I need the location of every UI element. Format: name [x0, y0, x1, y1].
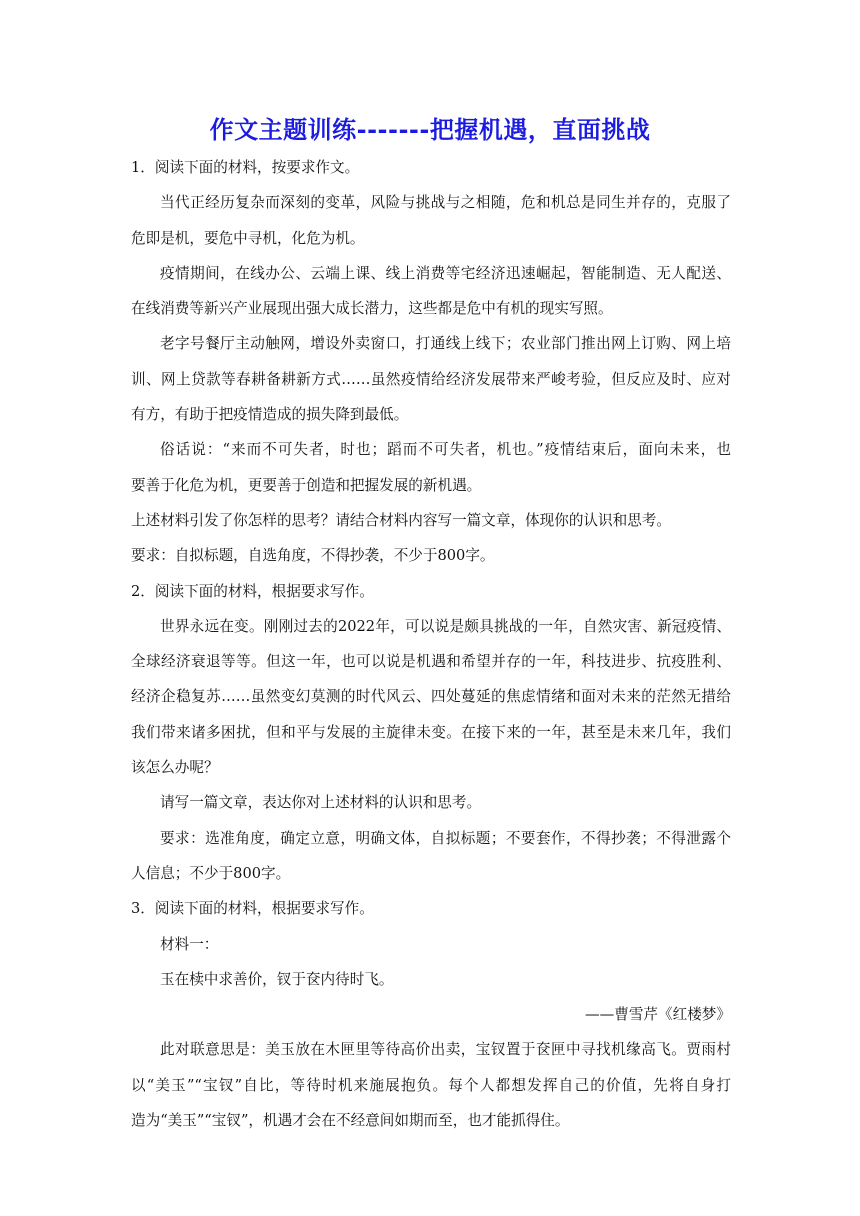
paragraph-line: 经济企稳复苏……虽然变幻莫测的时代风云、四处蔓延的焦虑情绪和面对未来的茫然无措给: [131, 688, 731, 706]
paragraph-line: 世界永远在变。刚刚过去的2022年，可以说是颇具挑战的一年，自然灾害、新冠疫情、: [160, 617, 731, 635]
paragraph-line: 上述材料引发了你怎样的思考？请结合材料内容写一篇文章，体现你的认识和思考。: [131, 511, 671, 529]
paragraph-line: 要善于化危为机，更要善于创造和把握发展的新机遇。: [131, 476, 482, 494]
paragraph-line: 全球经济衰退等等。但这一年，也可以说是机遇和希望并存的一年，科技进步、抗疫胜利、: [131, 653, 731, 671]
paragraph-line: 1．阅读下面的材料，按要求作文。: [131, 159, 360, 176]
paragraph-line: 请写一篇文章，表达你对上述材料的认识和思考。: [160, 794, 482, 812]
paragraph-line: 造为“美玉”“宝钗”，机遇才会在不经意间如期而至，也才能抓得住。: [131, 1112, 570, 1130]
quote-attribution: ——曹雪芹《红楼梦》: [585, 1006, 731, 1024]
paragraph-line: 训、网上贷款等春耕备耕新方式……虽然疫情给经济发展带来严峻考验，但反应及时、应对: [131, 370, 731, 388]
paragraph-line: 当代正经历复杂而深刻的变革，风险与挑战与之相随，危和机总是同生并存的，克服了: [160, 194, 731, 212]
paragraph-line: 材料一：: [160, 935, 219, 953]
paragraph-line: 危即是机，要危中寻机，化危为机。: [131, 229, 365, 247]
paragraph-line: 疫情期间，在线办公、云端上课、线上消费等宅经济迅速崛起，智能制造、无人配送、: [160, 264, 731, 282]
paragraph-line: 要求：自拟标题，自选角度，不得抄袭，不少于800字。: [131, 547, 495, 565]
document-title: 作文主题训练-------把握机遇，直面挑战: [209, 116, 651, 144]
paragraph-line: 在线消费等新兴产业展现出强大成长潜力，这些都是危中有机的现实写照。: [131, 300, 613, 318]
paragraph-line: 要求：选准角度，确定立意，明确文体，自拟标题；不要套作，不得抄袭；不得泄露个: [160, 829, 731, 847]
paragraph-line: 俗话说：“来而不可失者，时也；蹈而不可失者，机也。”疫情结束后，面向未来，也: [160, 441, 731, 459]
paragraph-line: 人信息；不少于800字。: [131, 864, 291, 882]
document-body: [131, 150, 731, 1138]
paragraph-line: 有方，有助于把疫情造成的损失降到最低。: [131, 406, 409, 424]
paragraph-line: 该怎么办呢？: [131, 759, 219, 777]
paragraph-line: 以“美玉”“宝钗”自比，等待时机来施展抱负。每个人都想发挥自己的价值，先将自身打: [131, 1076, 731, 1094]
paragraph-line: 老字号餐厅主动触网，增设外卖窗口，打通线上线下；农业部门推出网上订购、网上培: [160, 335, 731, 353]
paragraph-line: 玉在椟中求善价，钗于奁内待时飞。: [160, 970, 394, 988]
paragraph-line: 我们带来诸多困扰，但和平与发展的主旋律未变。在接下来的一年，甚至是未来几年，我们: [131, 723, 731, 741]
paragraph-line: 此对联意思是：美玉放在木匣里等待高价出卖，宝钗置于奁匣中寻找机缘高飞。贾雨村: [160, 1041, 731, 1059]
paragraph-line: 2．阅读下面的材料，根据要求写作。: [131, 582, 374, 600]
paragraph-line: 3．阅读下面的材料，根据要求写作。: [131, 900, 374, 918]
